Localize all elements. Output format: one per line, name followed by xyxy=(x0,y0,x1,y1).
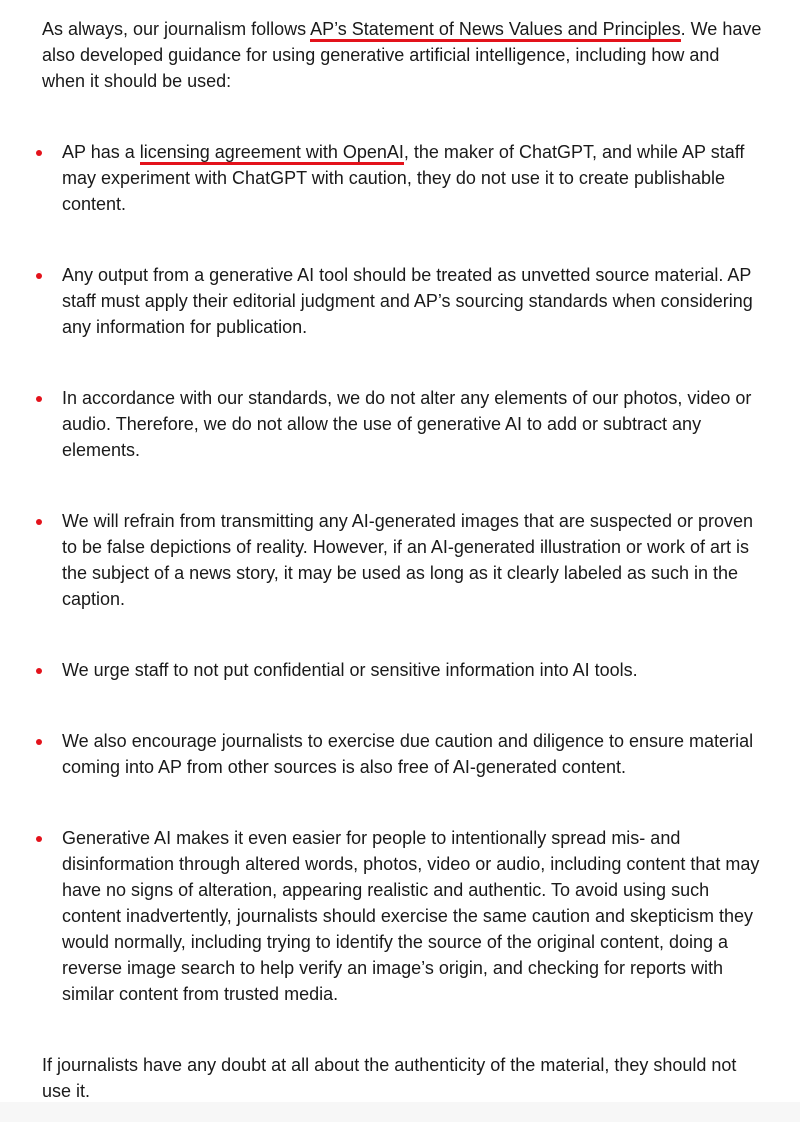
guidance-list xyxy=(42,139,762,1007)
bullet-dot-icon xyxy=(36,396,42,402)
list-item xyxy=(42,657,762,683)
bullet-dot-icon xyxy=(36,519,42,525)
article-body xyxy=(42,16,762,1104)
list-item-text-after-link: , the maker of ChatGPT, and while AP staff may experiment with ChatGPT with caution, they do not use it to create publishable content. xyxy=(62,142,745,214)
bullet-dot-icon xyxy=(36,668,42,674)
intro-paragraph xyxy=(42,16,762,94)
list-item-text-before-link: AP has a xyxy=(62,142,140,162)
list-item-text: We will refrain from transmitting any AI-generated images that are suspected or proven to be false depictions of reality. However, if an AI-generated illustration or work of art is the subject of a news story, it may be used as long as it clearly labeled as such in the caption. xyxy=(62,511,753,609)
list-item-text: We also encourage journalists to exercise due caution and diligence to ensure material coming into AP from other sources is also free of AI-generated content. xyxy=(62,731,754,777)
list-item xyxy=(42,139,762,217)
list-item-text: In accordance with our standards, we do not alter any elements of our photos, video or audio. Therefore, we do not allow the use of generative AI to add or subtract any elements. xyxy=(62,388,752,460)
bullet-dot-icon xyxy=(36,150,42,156)
list-item xyxy=(42,825,762,1007)
bullet-dot-icon xyxy=(36,836,42,842)
list-item-text: Any output from a generative AI tool should be treated as unvetted source material. AP staff must apply their editorial judgment and AP’s sourcing standards when considering any information for publication. xyxy=(62,265,753,337)
list-item xyxy=(42,262,762,340)
list-item xyxy=(42,728,762,780)
page-footer-band xyxy=(0,1102,800,1122)
list-item-text: Generative AI makes it even easier for people to intentionally spread mis- and disinformation through altered words, photos, video or audio, including content that may have no signs of alteration, appearing realistic and authentic. To avoid using such content inadvertently, journalists should exercise the same caution and skepticism they would normally, including trying to identify the source of the original content, doing a reverse image search to help verify an image’s origin, and checking for reports with similar content from trusted media. xyxy=(62,828,760,1004)
list-item xyxy=(42,508,762,612)
openai-licensing-link[interactable]: licensing agreement with OpenAI xyxy=(140,142,404,165)
intro-text-after-link: . We have also developed guidance for using generative artificial intelligence, including how and when it should be used: xyxy=(42,19,762,91)
list-item xyxy=(42,385,762,463)
bullet-dot-icon xyxy=(36,739,42,745)
closing-paragraph: If journalists have any doubt at all about the authenticity of the material, they should not use it. xyxy=(42,1055,737,1101)
intro-text-before-link: As always, our journalism follows xyxy=(42,19,311,39)
list-item-text: We urge staff to not put confidential or sensitive information into AI tools. xyxy=(62,660,638,680)
bullet-dot-icon xyxy=(36,273,42,279)
news-values-principles-link[interactable]: AP’s Statement of News Values and Principles xyxy=(310,19,681,42)
